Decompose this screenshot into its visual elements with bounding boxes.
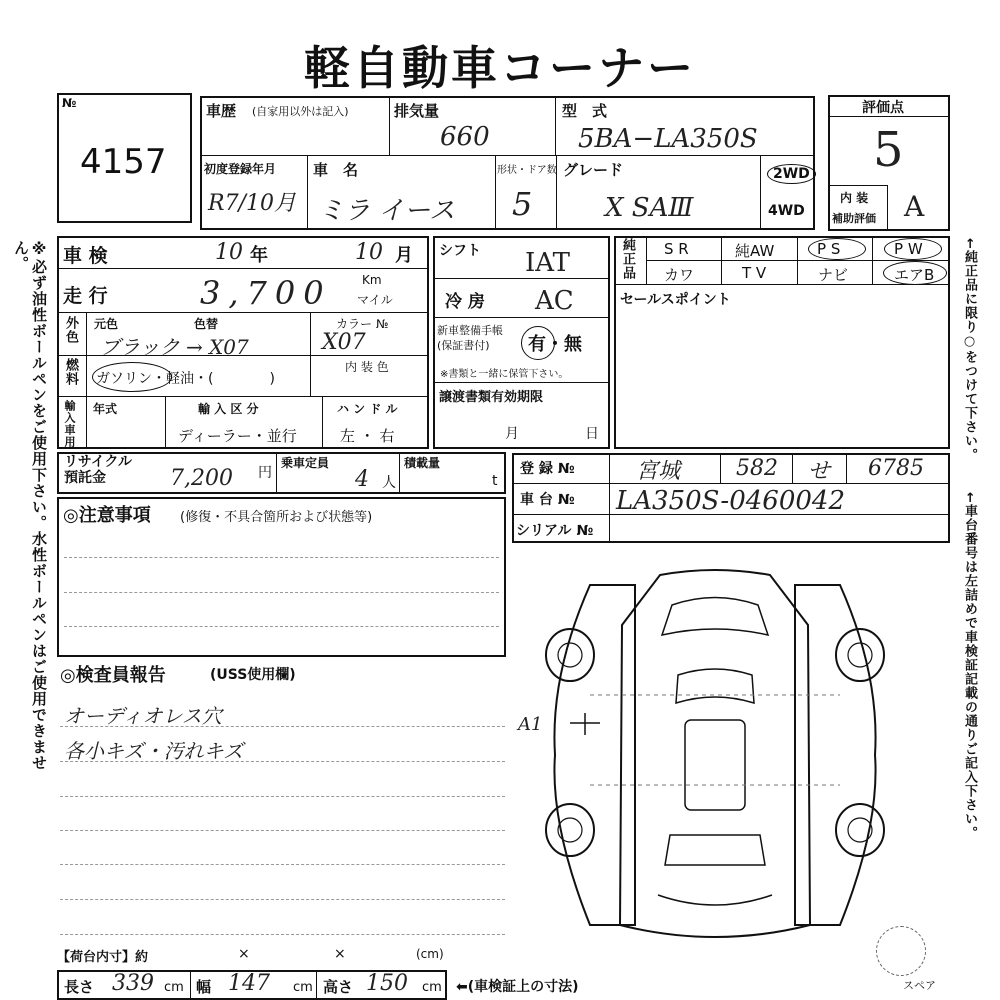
inspection-year-unit: 年 [250,245,268,266]
length-value: 339 [112,971,154,996]
report-label: ◎検査員報告 [60,665,166,686]
transfer-day: 日 [585,426,599,442]
recycle-unit: 円 [258,465,272,481]
width-label: 幅 [196,978,212,996]
capacity-unit: 人 [382,475,396,491]
sub-score-label: 補助評価 [832,212,876,225]
chassis-value: LA350S-0460042 [616,486,846,516]
maintenance-label: 新車整備手帳 (保証書付) [437,324,503,352]
dims-note: ⬅(車検証上の寸法) [456,979,579,995]
sales-point-label: セールスポイント [620,292,731,308]
cargo-unit: (cm) [416,947,444,961]
height-value: 150 [366,971,408,996]
length-label: 長さ [64,978,95,996]
ac-label: 冷 房 [445,292,485,312]
height-unit: cm [422,980,442,995]
equip-sr: S R [664,240,689,258]
model-label: 型 式 [562,102,608,120]
first-reg-label: 初度登録年月 [204,162,277,176]
maintenance-options: 有・無 [528,334,582,355]
report-line-1: オーディオレス穴 [64,704,222,728]
cargo-x1: × [238,946,250,962]
drive-2wd: 2WD [767,164,816,184]
spare-label: スペア [903,979,936,992]
interior-score: A [904,190,925,223]
registration-number: 6785 [868,456,924,481]
car-damage-diagram [540,565,890,955]
transfer-label: 譲渡書類有効期限 [439,390,544,405]
grade-label: グレード [563,161,624,179]
fuel-label: 燃料 [63,358,78,386]
maintenance-note: ※書類と一緒に保管下さい。 [440,369,569,380]
score-label: 評価点 [862,100,904,116]
history-label: 車歴 [206,102,237,120]
height-label: 高さ [323,978,354,996]
pw-circle [884,238,942,260]
inspection-month-unit: 月 [395,245,413,266]
handle-value: 左 ・ 右 [340,427,395,445]
inspection-year: 10 [215,240,243,265]
maintenance-yes-circle [521,326,555,360]
import-label: 輸入車用 [63,400,76,448]
notes-label: ◎注意事項 [63,505,151,526]
mileage-unit-mile: マイル [357,293,393,307]
interior-label: 内 装 [840,191,869,205]
lot-label: № [62,96,77,110]
lot-number: 4157 [80,142,167,182]
ps-circle [808,238,866,260]
doors-value: 5 [512,185,533,223]
car-name-label: 車 名 [313,161,359,179]
load-unit: t [492,473,498,489]
displacement-label: 排気量 [394,102,440,120]
equip-ps: P S [817,240,841,258]
chassis-label: 車 台 № [520,492,575,508]
recycle-value: 7,200 [170,466,233,491]
notes-sub: (修復・不具合箇所および状態等) [180,510,373,525]
exterior-orig-label: 元色 [94,317,119,331]
shift-value: IAT [525,248,570,278]
registration-pref: 宮城 [636,459,681,484]
exterior-change-label: 色替 [194,317,219,331]
equip-airbag: エアB [894,266,935,284]
damage-mark-a1: A1 [518,714,543,735]
transfer-month: 月 [505,426,519,442]
cargo-label: 【荷台内寸】約 [57,950,149,965]
car-name-value: ミラ イース [318,196,455,226]
equip-tv: T V [742,264,767,282]
side-note-right-top: ←純正品に限り○をつけて下さい。 [962,238,977,462]
capacity-value: 4 [355,467,369,492]
recycle-label: リサイクル 預託金 [64,454,133,486]
length-unit: cm [164,980,184,995]
exterior-value: ブラック → X07 [100,335,249,359]
doors-label: 形状・ドア数 [497,165,557,176]
spare-tire-icon [876,926,926,976]
equipment-label: 純正品 [620,238,635,280]
inspection-label: 車 検 [63,245,108,267]
equip-aw: 純AW [735,242,775,260]
fuel-gasoline-circle [92,362,172,392]
import-class-value: ディーラー・並行 [178,427,297,445]
serial-label: シリアル № [516,523,594,539]
report-line-2: 各小キズ・汚れキズ [64,739,244,763]
mileage-value: 3,700 [200,274,332,312]
color-no-label: カラー № [336,317,389,331]
inspection-month: 10 [355,240,383,265]
import-class-label: 輸 入 区 分 [198,402,259,416]
grade-value: X SAⅢ [605,193,694,223]
load-label: 積載量 [404,456,441,470]
registration-kana: せ [808,459,831,484]
exterior-label: 外色 [63,316,78,344]
handle-label: ハ ン ド ル [337,402,398,416]
page-title: 軽自動車コーナー [304,41,696,95]
side-note-left: ※必ず油性ボールペンをご使用下さい。水性ボールペンはご使用できません。 [12,240,48,771]
report-sub: (USS使用欄) [210,667,296,683]
first-reg-value: R7/10月 [208,191,296,216]
width-value: 147 [228,971,270,996]
registration-label: 登 録 № [520,461,575,477]
equip-pw: P W [894,240,923,258]
shift-label: シフト [439,243,481,259]
registration-class: 582 [736,456,778,481]
ac-value: AC [535,286,574,316]
capacity-label: 乗車定員 [281,456,330,470]
fuel-options: ガソリン・軽油・( ) [96,371,275,387]
displacement-value: 660 [440,122,490,152]
width-unit: cm [293,980,313,995]
equip-navi: ナビ [818,266,849,284]
cargo-x2: × [334,946,346,962]
mileage-label: 走 行 [63,285,108,307]
score-value: 5 [873,122,904,178]
drive-4wd: 4WD [768,203,805,219]
side-note-right-bottom: ←車台番号は左詰めで車検証記載の通りご記入下さい。 [962,492,977,840]
history-note: (自家用以外は記入) [252,105,349,118]
import-year-label: 年式 [93,402,118,416]
equip-leather: カワ [664,266,695,284]
interior-color-label: 内 装 色 [345,360,389,374]
color-no-value: X07 [322,330,366,355]
model-value: 5BA−LA350S [578,124,758,154]
airbag-circle [883,261,947,285]
mileage-unit-km: Km [362,273,382,287]
